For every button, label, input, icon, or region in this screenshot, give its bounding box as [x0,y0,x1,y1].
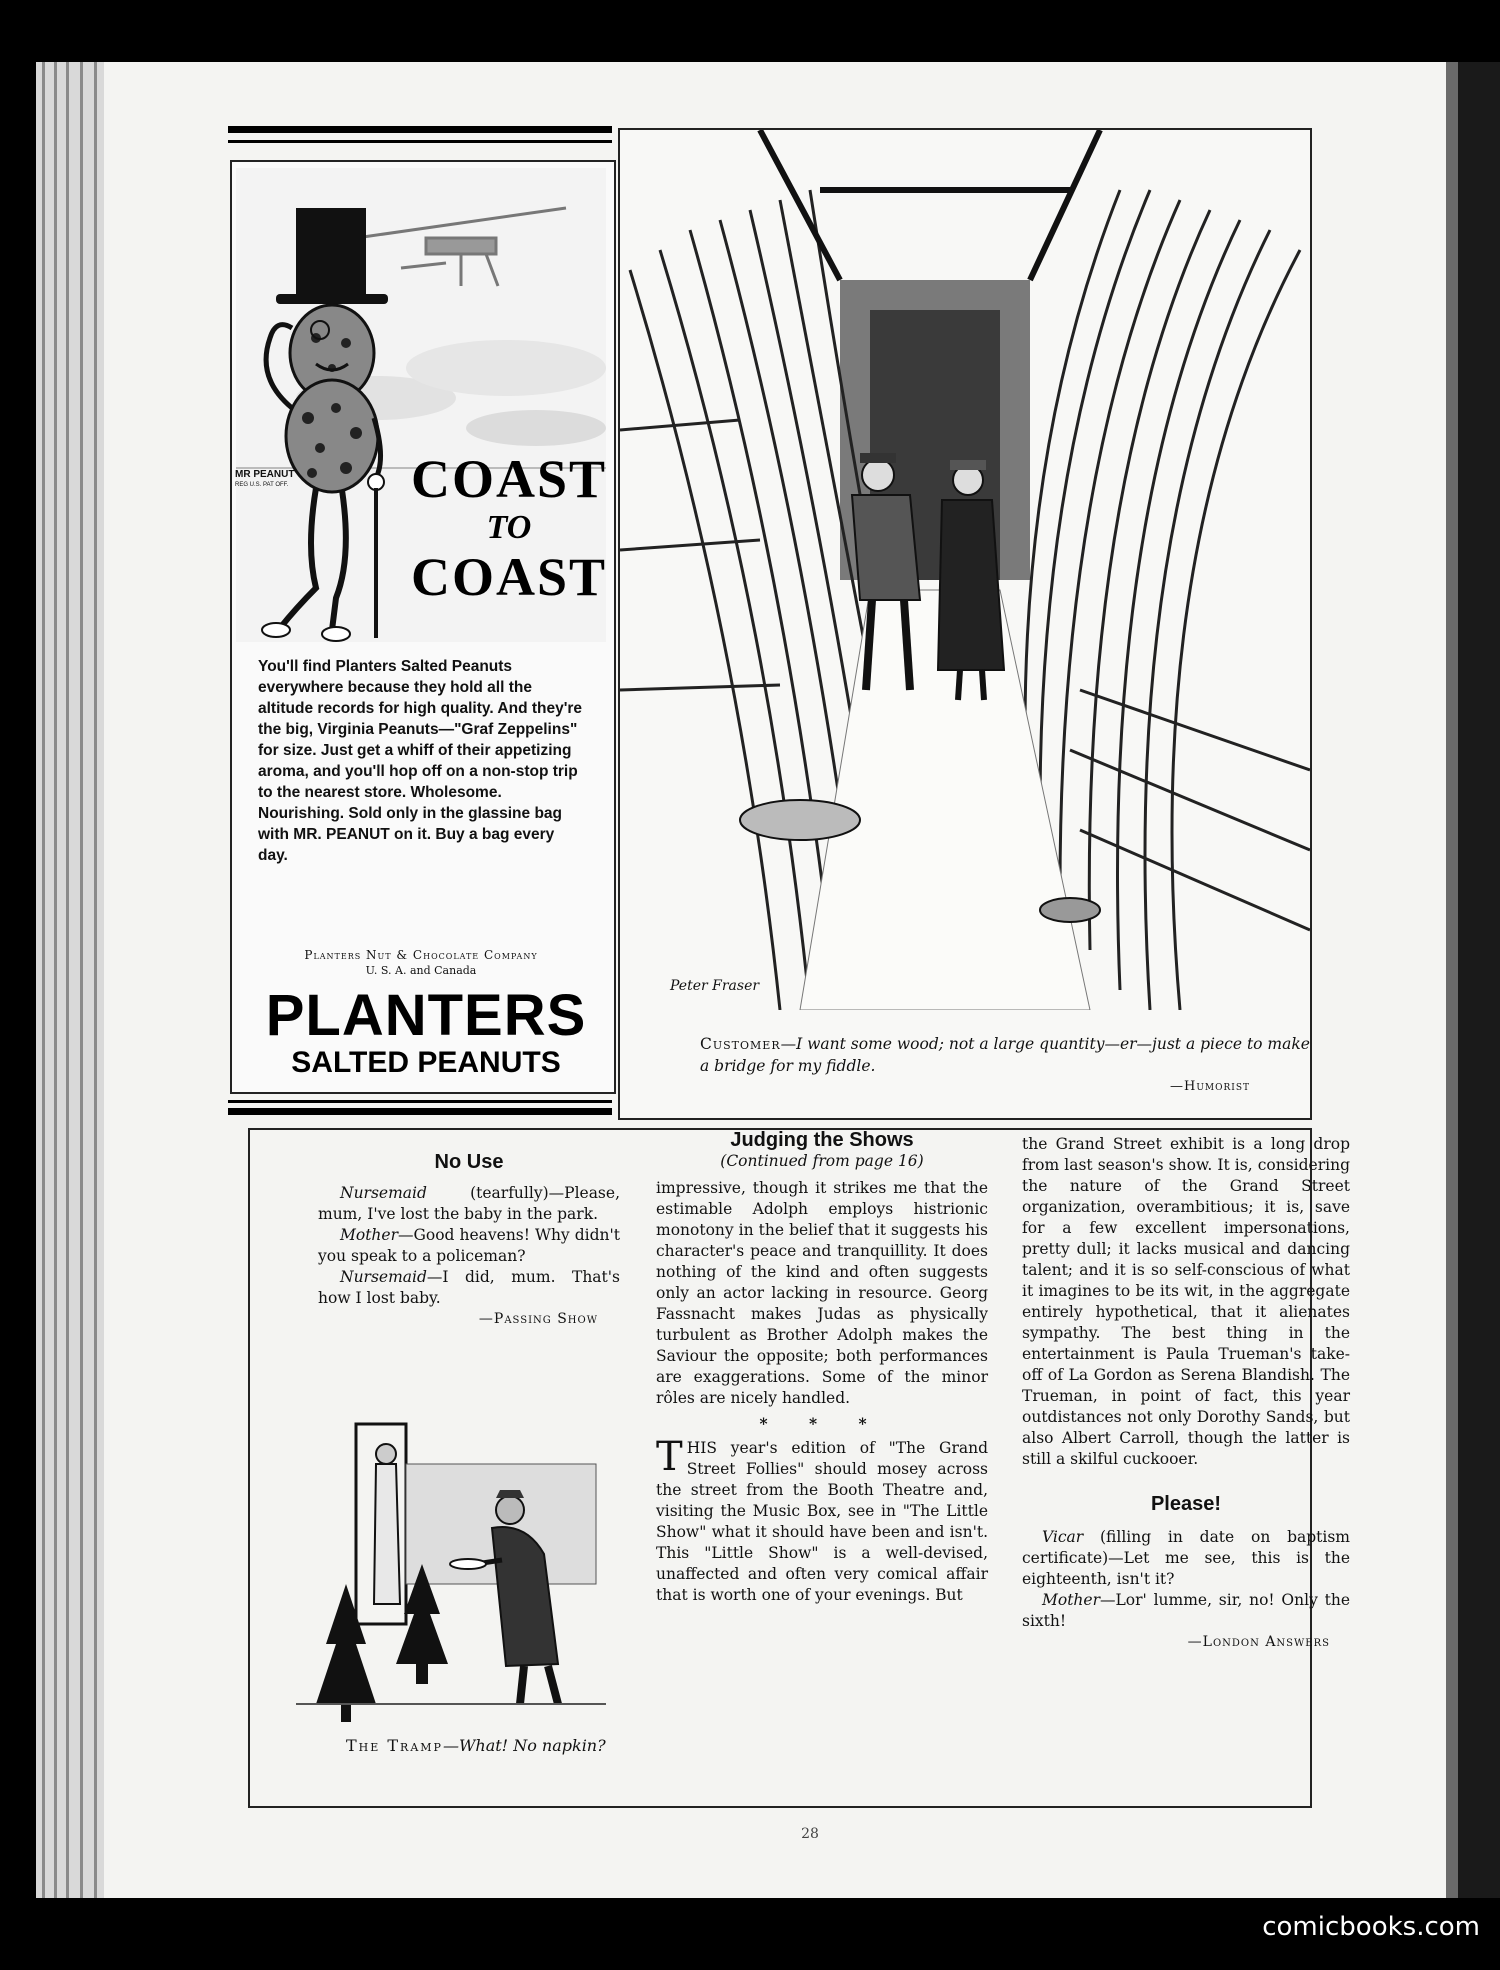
no-use-source: —Passing Show [478,1311,598,1327]
no-use-column [318,1152,620,1330]
page-edge-line [42,62,45,1898]
page-edge-line [54,62,57,1898]
right-column [1022,1134,1350,1653]
caption-speaker: Customer [700,1035,781,1053]
please-speaker-1: Vicar [1042,1528,1084,1546]
drop-cap: T [656,1434,683,1480]
no-use-title: No Use [434,1151,504,1173]
coast-to-coast-headline [404,450,614,606]
headline-line-1: COAST [410,449,608,509]
ad-country: U. S. A. and Canada [365,964,477,977]
book-left-edges [36,62,106,1898]
caption-text: —I want some wood; not a large quantity—er—just a piece to make a bridge for my fiddle. [700,1035,1310,1075]
cartoon-caption [700,1033,1310,1077]
no-use-line-3 [318,1267,620,1309]
please-text-1: (filling in date on baptism certificate)—Let me see, this is the eighteenth, isn't it? [1022,1528,1350,1588]
please-line-2 [1022,1590,1350,1632]
tramp-illustration [296,1404,606,1722]
please-title: Please! [1150,1493,1222,1515]
salted-peanuts-logo: SALTED PEANUTS [291,1046,561,1079]
section-break: * * * [759,1414,885,1433]
shows-para-2 [656,1434,988,1606]
no-use-line-2 [318,1225,620,1267]
tramp-drawing [296,1404,606,1722]
tramp-caption-text: —What! No napkin? [442,1736,606,1755]
mr-peanut-reg: REG U.S. PAT OFF. [235,482,289,488]
headline-line-2: TO [486,509,532,546]
tramp-caption-speaker: The Tramp [346,1736,443,1755]
mr-peanut-label: MR PEANUT [235,469,295,480]
no-use-text-3: —I did, mum. That's how I lost baby. [318,1268,620,1307]
no-use-line-1 [318,1183,620,1225]
page-edge-line [80,62,83,1898]
headline-line-3: COAST [410,547,608,607]
cartoon-signature: Peter Fraser [670,978,760,994]
no-use-speaker-1: Nursemaid [340,1184,427,1202]
shows-para-2-text: HIS year's edition of "The Grand Street Follies" should mosey across the street from the Booth Theatre and, visiting the Music Box, see in "The Little Show" what it should have been and isn't. This "Little Show" is a well-devised, unaffected and often very comical affair that is worth one of your evenings. But [656,1439,988,1604]
no-use-speaker-3: Nursemaid [340,1268,427,1286]
judging-shows-column [656,1130,988,1606]
shows-para-3: the Grand Street exhibit is a long drop from last season's show. It is, considering the nature of the Grand Street organization, overambitious; it is, save for a few excellent impersonations, pretty dull; it lacks musical and dancing talent; and it is so self-conscious of what it imagines to be its wit, in the aggregate entirely hypothetical, that it alienates sympathy. The best thing in the entertainment is Paula Trueman's take-off of La Gordon as Serena Blandish. The Trueman, in point of fact, this year outdistances not only Dorothy Sands, but also Albert Carroll, though the latter is still a skilful cuckooer. [1022,1135,1350,1468]
ad-bottom-rule-thin [228,1100,612,1103]
ad-bottom-rule [228,1108,612,1115]
no-use-text-1: (tearfully)—Please, mum, I've lost the baby in the park. [318,1184,620,1223]
judging-shows-title: Judging the Shows [730,1129,914,1151]
cartoon-source: —Humorist [1170,1079,1251,1094]
please-text-2: —Lor' lumme, sir, no! Only the sixth! [1022,1591,1350,1630]
page-edge-line [94,62,97,1898]
cartoon-frame [618,128,1312,1120]
page-number: 28 [801,1826,819,1842]
shows-para-1: impressive, though it strikes me that the estimable Adolph employs histrionic monotony in the belief that it suggests his character's peace and tranquillity. It does nothing of the kind and often suggests only an actor lacking in resource. Georg Fassnacht makes Judas as physically turbulent as Brother Adolph makes the Saviour the opposite; both performances are exaggerations. Some of the minor rôles are nicely handled. [656,1179,988,1407]
ad-top-rule-thin [228,140,612,143]
site-watermark: comicbooks.com [1262,1912,1480,1942]
page-edge-line [66,62,69,1898]
planters-logo: PLANTERS [265,983,587,1048]
no-use-speaker-2: Mother [340,1226,398,1244]
ad-body-copy: You'll find Planters Salted Peanuts everywhere because they hold all the altitude records for high quality. And they're the big, Virginia Peanuts—"Graf Zeppelins" for size. Just get a whiff of their appetizing aroma, and you'll hop off on a non-stop trip to the nearest store. Wholesome. Nourishing. Sold only in the glassine bag with MR. PEANUT on it. Buy a bag every day. [258,658,583,864]
please-speaker-2: Mother [1042,1591,1100,1609]
tramp-caption [346,1735,616,1757]
book-right-shadow [1458,62,1500,1898]
continued-note: (Continued from page 16) [720,1152,924,1170]
lumberyard-cartoon [620,130,1310,1010]
please-line-1 [1022,1527,1350,1590]
please-source: —London Answers [1187,1634,1330,1650]
ad-company-name: Planters Nut & Chocolate Company [304,948,538,962]
no-use-text-2: —Good heavens! Why didn't you speak to a policeman? [318,1226,620,1265]
ad-top-rule [228,126,612,133]
mr-peanut-trademark [235,470,294,490]
